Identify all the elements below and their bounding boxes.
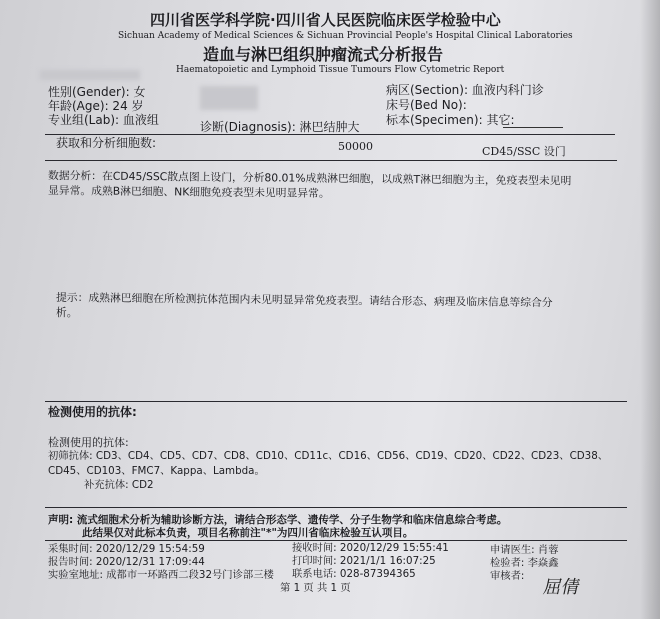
- antibodies-heading: 检测使用的抗体:: [48, 405, 137, 419]
- lab-field: 专业组(Lab): 血液组: [48, 113, 159, 127]
- report-title-cn: 造血与淋巴组织肿瘤流式分析报告: [203, 45, 444, 64]
- supplementary-antibodies: 补充抗体: CD2: [84, 479, 154, 491]
- bed-field: 床号(Bed No):: [386, 98, 467, 112]
- divider-4: [45, 507, 627, 508]
- divider-2: [45, 160, 617, 161]
- redacted-info: [200, 86, 258, 110]
- institution-title-cn: 四川省医学科学院·四川省人民医院临床医学检验中心: [150, 11, 501, 29]
- divider-3: [45, 401, 627, 402]
- requesting-doctor: 申请医生: 肖蓉: [490, 544, 559, 556]
- page-number: 第 1 页 共 1 页: [280, 582, 351, 594]
- reviewer-signature: 屈倩: [541, 577, 582, 598]
- statement-line-2: 此结果仅对此标本负责，项目名称前注"*"为四川省临床检验互认项目。: [82, 527, 414, 539]
- screening-antibodies-line-1: 初筛抗体: CD3、CD4、CD5、CD7、CD8、CD10、CD11c、CD16、CD56、CD19、CD20、CD22、CD23、CD38、: [48, 450, 609, 462]
- hint-line-2: 析。: [56, 306, 78, 319]
- lab-address: 实验室地址: 成都市一环路西二段32号门诊部三楼: [48, 569, 274, 581]
- age-field: 年龄(Age): 24 岁: [48, 99, 144, 113]
- hint-line-1: 提示：成熟淋巴细胞在所检测抗体范围内未见明显异常免疫表型。请结合形态、病理及临床信息等综合分: [55, 291, 553, 310]
- specimen-field: 标本(Specimen): 其它:: [386, 113, 515, 127]
- statement-line-1: 声明: 流式细胞术分析为辅助诊断方法，请结合形态学、遗传学、分子生物学和临床信息综合考虑。: [48, 514, 508, 526]
- institution-title-en: Sichuan Academy of Medical Sciences & Sichuan Provincial People's Hospital Clinical Laboratories: [118, 31, 573, 41]
- contact-phone: 联系电话: 028-87394365: [292, 568, 416, 580]
- cell-count-label: 获取和分析细胞数:: [56, 136, 157, 150]
- inspector: 检验者: 李焱鑫: [490, 557, 559, 569]
- gating-value: CD45/SSC 设门: [482, 145, 566, 158]
- specimen-underline: [503, 127, 563, 128]
- cell-count-value: 50000: [338, 140, 373, 153]
- redacted-name: [40, 70, 140, 80]
- analysis-line-1: 数据分析：在CD45/SSC散点图上设门，分析80.01%成熟淋巴细胞，以成熟T淋巴细胞为主，免疫表型未见明: [47, 169, 572, 188]
- print-time: 打印时间: 2021/1/1 16:07:25: [292, 555, 436, 567]
- analysis-line-2: 显异常。成熟B淋巴细胞、NK细胞免疫表型未见明显异常。: [47, 184, 330, 200]
- collect-time: 采集时间: 2020/12/29 15:54:59: [48, 543, 205, 555]
- reviewer-label: 审核者:: [490, 570, 525, 582]
- antibodies-sub-heading: 检测使用的抗体:: [48, 436, 129, 449]
- paper-edge-shadow: [640, 0, 660, 619]
- section-field: 病区(Section): 血液内科门诊: [386, 83, 544, 97]
- diagnosis-field: 诊断(Diagnosis): 淋巴结肿大: [200, 120, 360, 134]
- divider-1: [45, 134, 615, 135]
- report-time: 报告时间: 2020/12/31 17:09:44: [48, 556, 205, 568]
- divider-5: [45, 540, 627, 541]
- report-title-en: Haematopoietic and Lymphoid Tissue Tumours Flow Cytometric Report: [176, 65, 505, 75]
- receive-time: 接收时间: 2020/12/29 15:55:41: [292, 542, 449, 554]
- gender-field: 性别(Gender): 女: [48, 85, 146, 99]
- screening-antibodies-line-2: CD45、CD103、FMC7、Kappa、Lambda。: [48, 465, 265, 477]
